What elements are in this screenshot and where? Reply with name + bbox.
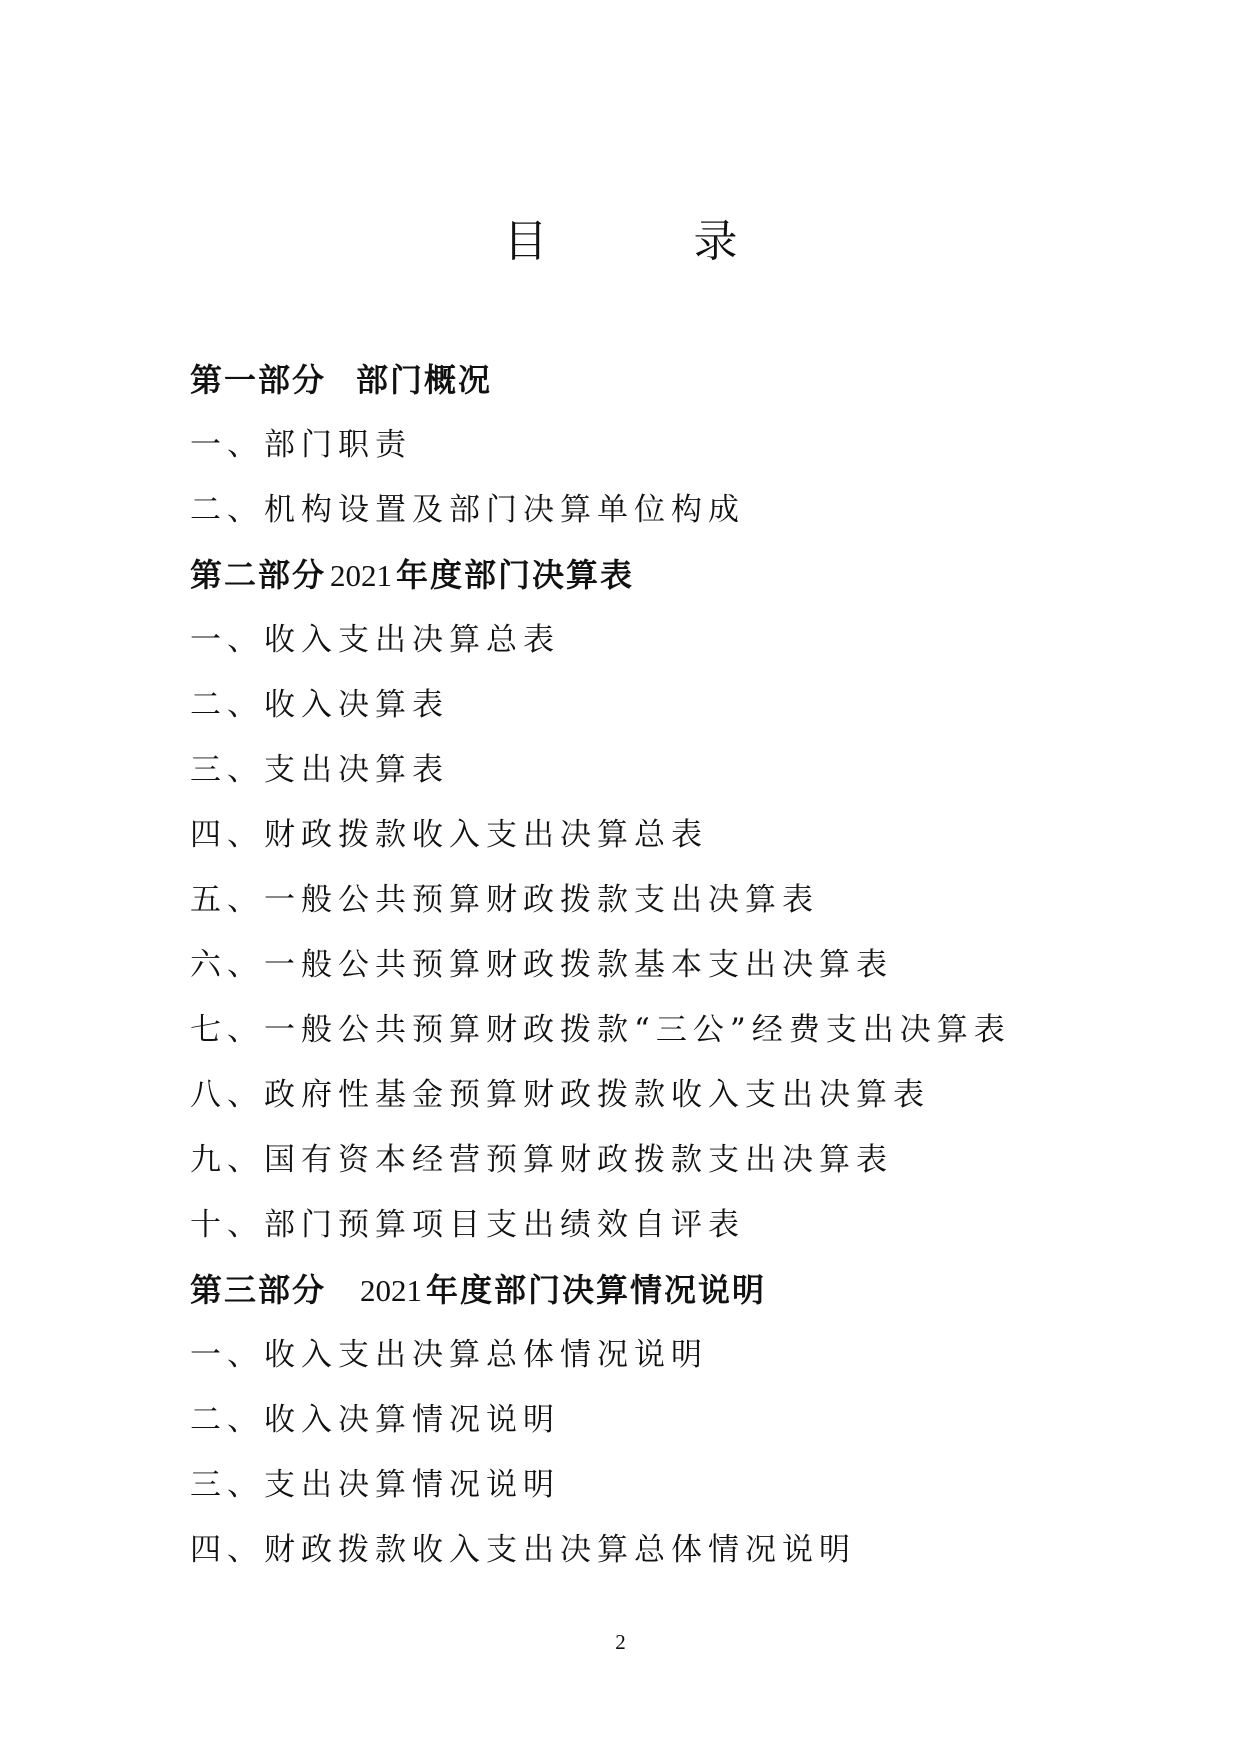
toc-item[interactable]: 六、一般公共预算财政拨款基本支出决算表 <box>190 947 893 983</box>
table-of-contents <box>190 348 1190 1583</box>
toc-item[interactable]: 一、收入支出决算总表 <box>190 622 560 658</box>
section-year: 2021 <box>360 1273 423 1308</box>
toc-item[interactable]: 二、机构设置及部门决算单位构成 <box>190 492 745 528</box>
toc-item[interactable]: 四、财政拨款收入支出决算总体情况说明 <box>190 1532 856 1568</box>
section-heading-part-3[interactable] <box>190 1258 1190 1323</box>
section-label: 第一部分 <box>190 361 327 399</box>
toc-item[interactable]: 八、政府性基金预算财政拨款收入支出决算表 <box>190 1077 930 1113</box>
toc-item[interactable]: 一、部门职责 <box>190 427 412 463</box>
section-title: 年度部门决算表 <box>396 556 635 594</box>
page-number: 2 <box>615 1630 626 1654</box>
toc-item[interactable]: 九、国有资本经营预算财政拨款支出决算表 <box>190 1142 893 1178</box>
toc-item[interactable]: 三、支出决算表 <box>190 752 449 788</box>
toc-item[interactable]: 四、财政拨款收入支出决算总表 <box>190 817 708 853</box>
section-label: 第二部分 <box>190 556 327 594</box>
section-year: 2021 <box>330 558 393 593</box>
section-title: 年度部门决算情况说明 <box>426 1271 767 1309</box>
page-title: 目 录 <box>503 216 804 267</box>
toc-item[interactable]: 二、收入决算情况说明 <box>190 1402 560 1438</box>
toc-item[interactable]: 十、部门预算项目支出绩效自评表 <box>190 1207 745 1243</box>
section-heading-part-2[interactable] <box>190 543 1190 608</box>
section-heading-part-1[interactable] <box>190 348 1190 413</box>
toc-item[interactable]: 七、一般公共预算财政拨款“三公”经费支出决算表 <box>190 1012 1011 1048</box>
section-label: 第三部分 <box>190 1271 327 1309</box>
toc-item[interactable]: 五、一般公共预算财政拨款支出决算表 <box>190 882 819 918</box>
toc-item[interactable]: 三、支出决算情况说明 <box>190 1467 560 1503</box>
toc-item[interactable]: 二、收入决算表 <box>190 687 449 723</box>
toc-item[interactable]: 一、收入支出决算总体情况说明 <box>190 1337 708 1373</box>
section-title: 部门概况 <box>356 361 493 399</box>
